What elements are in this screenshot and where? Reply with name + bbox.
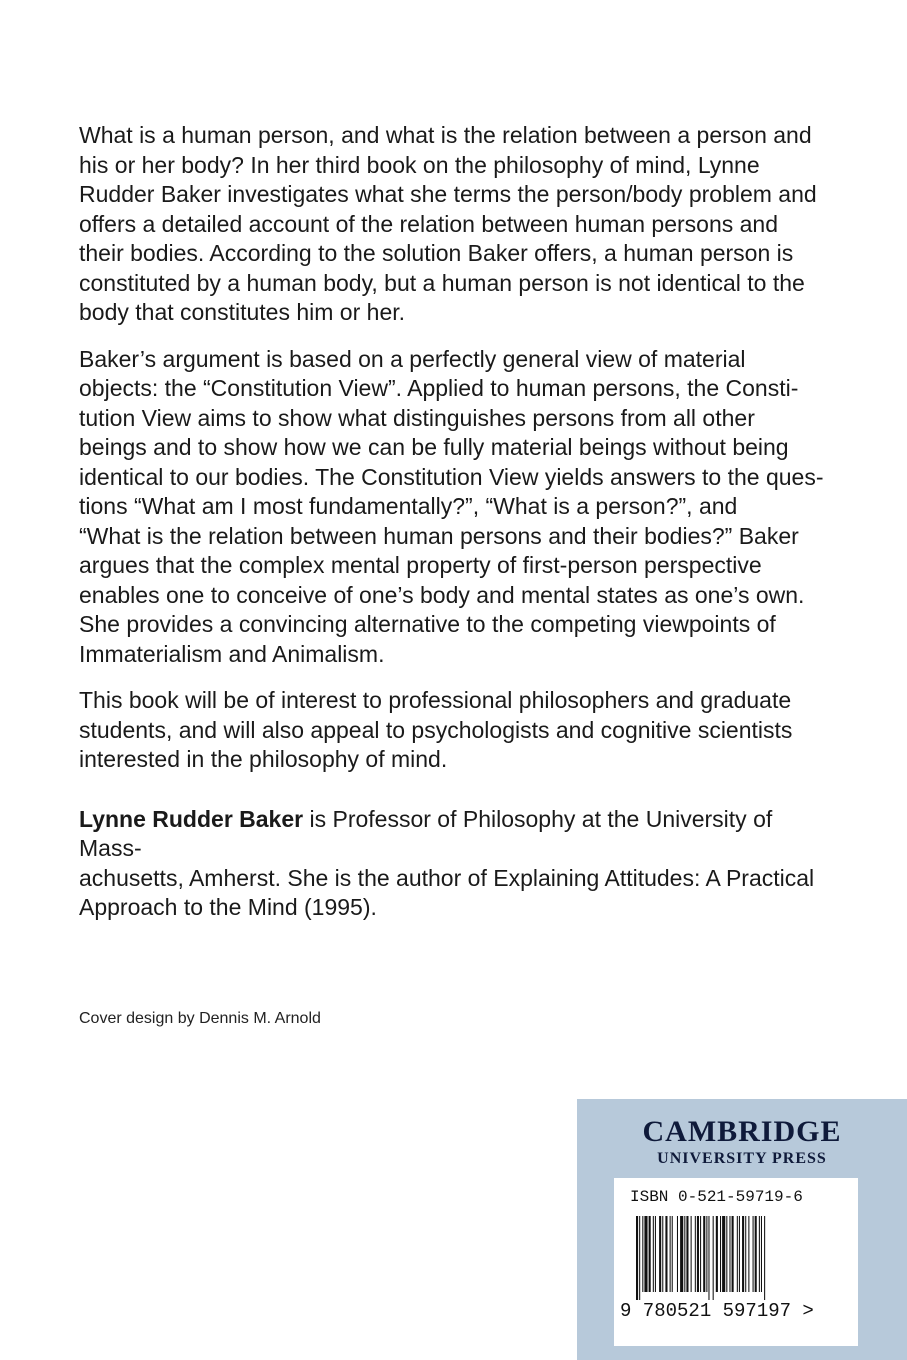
barcode-bar <box>642 1216 643 1292</box>
barcode-bar <box>697 1216 699 1292</box>
barcode-bar <box>742 1216 744 1292</box>
isbn-label: ISBN 0-521-59719-6 <box>630 1188 803 1206</box>
barcode-bar <box>672 1216 673 1292</box>
barcode-bar <box>729 1216 730 1292</box>
barcode-bar <box>649 1216 651 1292</box>
blurb-paragraph-1: What is a human person, and what is the relation between a person and his or her body? In her third book on the philosophy of mind, Lynne Rudder Baker investigates what she terms the person/body problem and offers a detailed account of the relation between human persons and their bodies. According to the solution Baker offers, a human person is constituted by a human body, but a human person is not identical to the body that constitutes him or her. <box>79 122 817 325</box>
barcode-bar <box>680 1216 683 1292</box>
barcode-bar <box>759 1216 760 1292</box>
barcode-digits: 9 780521 597197 > <box>620 1300 814 1322</box>
blurb-paragraph-3: This book will be of interest to professional philosophers and graduate students, and will also appeal to psychologists and cognitive scientists interested in the philosophy of mind. <box>79 687 793 772</box>
barcode-bar <box>665 1216 667 1292</box>
barcode-bar <box>655 1216 656 1292</box>
barcode-bar <box>691 1216 692 1292</box>
barcode-bar <box>708 1216 709 1300</box>
author-name: Lynne Rudder Baker <box>79 805 304 832</box>
barcode-bar <box>706 1216 707 1292</box>
barcode-bar <box>695 1216 696 1292</box>
barcode-bar <box>748 1216 749 1292</box>
barcode-bars <box>636 1216 834 1300</box>
barcode-bar <box>662 1216 663 1292</box>
barcode-bar <box>755 1216 757 1292</box>
barcode-bar <box>764 1216 765 1300</box>
barcode-bar <box>732 1216 734 1292</box>
barcode-bar <box>670 1216 671 1292</box>
barcode-bar <box>684 1216 685 1292</box>
barcode-bar <box>726 1216 727 1292</box>
author-bio-text: is Professor of Philosophy at the University of Mass- achusetts, Amherst. She is the author of Explaining Attitudes: A Practical Approach to the Mind (1995). <box>79 805 815 920</box>
barcode-bar <box>677 1216 678 1292</box>
barcode-bar <box>700 1216 701 1292</box>
barcode-bar <box>636 1216 638 1300</box>
barcode-bar <box>659 1216 661 1292</box>
barcode-bar <box>644 1216 647 1292</box>
barcode-bar <box>720 1216 721 1292</box>
barcode-bar <box>716 1216 718 1292</box>
barcode-bar <box>639 1216 640 1300</box>
cover-design-credit: Cover design by Dennis M. Arnold <box>79 1010 321 1027</box>
barcode-bar <box>722 1216 725 1292</box>
publisher-logo-name: CAMBRIDGE <box>642 1115 842 1148</box>
author-bio <box>79 805 824 923</box>
publisher-panel <box>577 1099 907 1360</box>
publisher-logo-subtitle: UNIVERSITY PRESS <box>657 1150 827 1167</box>
barcode-bar <box>745 1216 746 1292</box>
back-cover-text <box>79 121 824 940</box>
barcode-bar <box>713 1216 714 1300</box>
barcode-bar <box>739 1216 740 1292</box>
barcode-box <box>614 1178 858 1346</box>
barcode-bar <box>737 1216 738 1292</box>
barcode-bar <box>686 1216 688 1292</box>
blurb-paragraph-2: Baker’s argument is based on a perfectly general view of material objects: the “Constitution View”. Applied to human persons, the Consti- tution View aims to show what distinguishes persons from all other beings and to show how we can be fully material beings without being identical to our bodies. The Constitution View yields answers to the ques- tions “What am I most fundamentally?”, “What is a person?”, and “What is the relation between human persons and their bodies?” Baker argues that the complex mental property of first-person perspective enables one to conceive of one’s body and mental states as one’s own. She provides a convincing alternative to the competing viewpoints of Immaterialism and Animalism. <box>79 345 824 667</box>
barcode-bar <box>753 1216 754 1292</box>
barcode-bar <box>703 1216 705 1292</box>
barcode-bar <box>653 1216 654 1292</box>
barcode-bar <box>761 1216 762 1292</box>
